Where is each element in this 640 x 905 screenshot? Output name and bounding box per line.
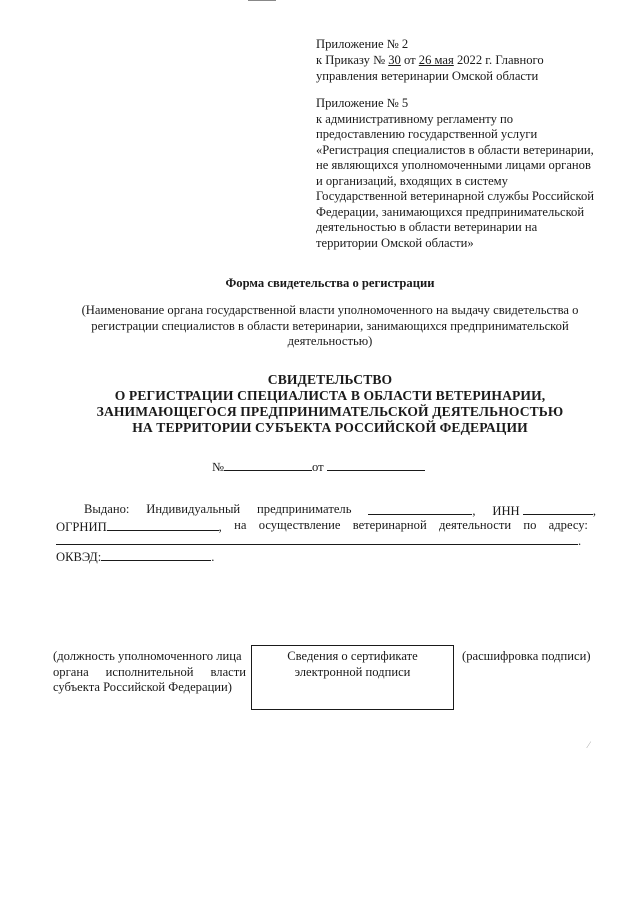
- appendix-2-authority: управления ветеринарии Омской области: [316, 69, 539, 83]
- appendix-5-line: не являющихся уполномоченными лицами органов: [316, 158, 591, 172]
- inn-label: ИНН: [492, 504, 520, 518]
- appendix-5-line: Государственной ветеринарной службы Российской: [316, 189, 594, 203]
- ogrnip-label: ОГРНИП: [56, 520, 107, 534]
- authority-note-line: регистрации специалистов в области ветеринарии, занимающихся предпринимательской: [91, 318, 569, 333]
- appendix-5-line: Приложение № 5: [316, 96, 409, 110]
- issued-word: адресу:: [548, 518, 588, 532]
- from-label: от: [312, 460, 324, 474]
- okved-period: .: [211, 550, 215, 564]
- appendix-5-line: Федерации, занимающихся предпринимательской: [316, 204, 585, 219]
- e-signature-text: электронной подписи: [294, 664, 411, 679]
- official-position-caption: [53, 649, 246, 696]
- e-signature-text: Сведения о сертификате: [287, 649, 418, 663]
- authority-note-line: (Наименование органа государственной власти уполномоченного на выдачу свидетельства о: [81, 303, 579, 317]
- order-suffix: 2022 г. Главного: [453, 53, 544, 67]
- appendix-5-line: и организаций, входящих в систему: [316, 173, 508, 188]
- appendix-5-line: «Регистрация специалистов в области ветеринарии,: [316, 142, 594, 157]
- okved-line: [56, 548, 214, 566]
- certificate-title-line: О РЕГИСТРАЦИИ СПЕЦИАЛИСТА В ОБЛАСТИ ВЕТЕРИНАРИИ,: [114, 388, 546, 403]
- issued-label: Выдано:: [84, 502, 130, 516]
- issued-word: предприниматель: [257, 502, 352, 516]
- e-signature-box: [251, 645, 454, 710]
- ogrnip-blank[interactable]: [107, 518, 219, 531]
- issued-word: на: [234, 518, 247, 532]
- entrepreneur-name-blank[interactable]: [368, 502, 472, 515]
- certificate-title-line: НА ТЕРРИТОРИИ СУБЪЕКТА РОССИЙСКОЙ ФЕДЕРАЦИИ: [132, 420, 528, 435]
- okved-blank[interactable]: [101, 548, 211, 561]
- certificate-title: [40, 372, 620, 436]
- official-position-line: субъекта Российской Федерации): [53, 680, 232, 694]
- issued-word: ветеринарной: [352, 518, 427, 532]
- address-line: [56, 532, 581, 550]
- appendix-2-order-line: [316, 53, 544, 69]
- address-blank[interactable]: [56, 532, 578, 545]
- official-position-line: органа исполнительной власти: [53, 664, 246, 679]
- order-mid: от: [400, 53, 419, 67]
- order-prefix: к Приказу №: [316, 53, 389, 67]
- issued-line-1: [84, 502, 596, 520]
- certificate-number-line: [212, 458, 425, 476]
- appendix-5-line: территории Омской области»: [316, 235, 474, 250]
- issued-word: осуществление: [258, 518, 341, 532]
- inn-blank[interactable]: [523, 502, 593, 515]
- okved-label: ОКВЭД:: [56, 550, 102, 564]
- order-number: 30: [388, 53, 401, 67]
- issued-comma: ,: [472, 504, 476, 518]
- issued-word: деятельности: [438, 518, 512, 532]
- number-label: №: [212, 460, 225, 474]
- issued-comma: ,: [218, 520, 222, 534]
- authority-note: [40, 303, 620, 350]
- date-blank[interactable]: [327, 458, 425, 471]
- signature-decoding-caption: (расшифровка подписи): [462, 649, 591, 663]
- certificate-title-line: СВИДЕТЕЛЬСТВО: [267, 372, 393, 387]
- order-date: 26 мая: [418, 53, 454, 67]
- issued-word: Индивидуальный: [146, 502, 241, 516]
- appendix-5-line: деятельностью в области ветеринарии на: [316, 220, 538, 234]
- address-period: .: [578, 534, 582, 548]
- official-position-text: (должность уполномоченного лица: [53, 649, 242, 663]
- number-blank[interactable]: [224, 458, 312, 471]
- issued-word: по: [523, 518, 537, 532]
- appendix-5-line: предоставлению государственной услуги: [316, 127, 538, 141]
- certificate-title-line: ЗАНИМАЮЩЕГОСЯ ПРЕДПРИНИМАТЕЛЬСКОЙ ДЕЯТЕЛЬНОСТЬЮ: [96, 404, 564, 419]
- authority-note-line: деятельностью): [287, 334, 373, 348]
- scan-speck-icon: ⁄: [588, 740, 590, 750]
- appendix-5-block: [316, 96, 594, 251]
- top-edge-mark: [248, 0, 276, 1]
- appendix-2-title: Приложение № 2: [316, 37, 409, 51]
- appendix-5-line: к административному регламенту по: [316, 111, 514, 126]
- issued-comma: ,: [592, 504, 596, 518]
- official-position-line: [53, 649, 246, 665]
- form-title: Форма свидетельства о регистрации: [225, 276, 435, 290]
